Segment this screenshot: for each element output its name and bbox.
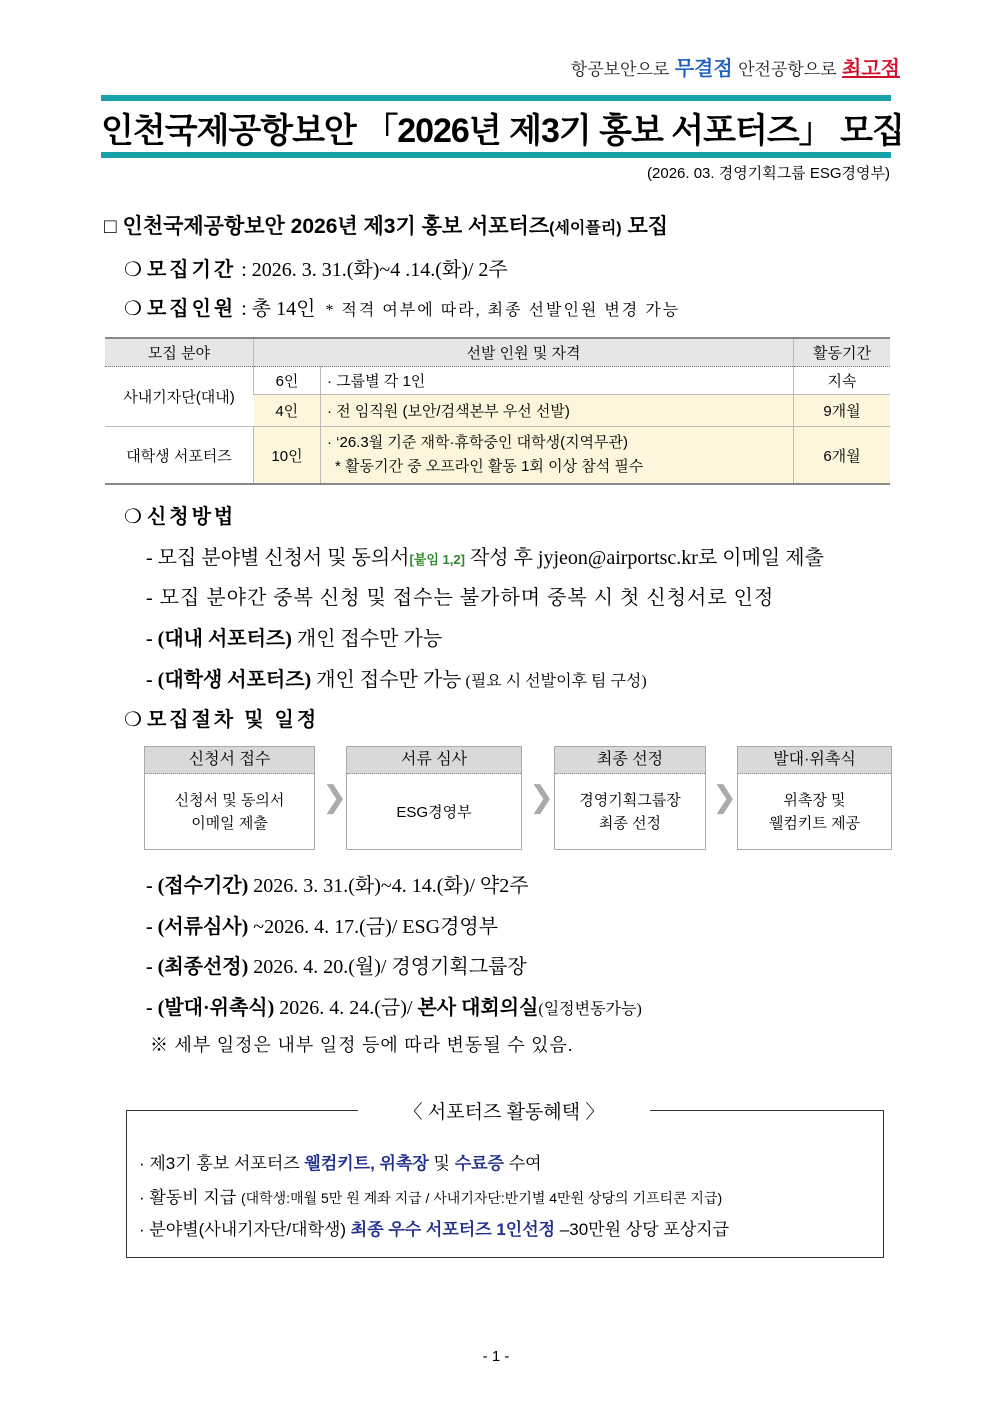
apply-heading — [124, 500, 236, 529]
bold-label: - (대내 서포터즈) — [146, 628, 292, 650]
slogan-part: 항공보안으로 — [570, 60, 675, 80]
highlight: , — [370, 1154, 380, 1173]
step-title: 신청서 접수 — [145, 747, 314, 774]
count-line — [124, 292, 680, 321]
qual-cell: · 그룹별 각 1인 — [321, 367, 794, 395]
table-header: 모집 분야 — [105, 338, 254, 367]
table-header: 활동기간 — [794, 338, 891, 367]
step-box — [346, 746, 522, 850]
circle-bullet-icon: ❍ — [124, 259, 142, 281]
chevron-right-icon: ❯ — [712, 781, 738, 814]
count-note: * 적격 여부에 따라, 최종 선발인원 변경 가능 — [325, 302, 681, 319]
subtitle: (2026. 03. 경영기획그룹 ESG경영부) — [647, 165, 890, 182]
bold-label: - (발대·위촉식) — [146, 997, 275, 1019]
count-cell: 6인 — [254, 367, 321, 395]
text: 2026. 4. 24.(금)/ — [274, 997, 418, 1019]
text: · 분야별(사내기자단/대학생) — [139, 1220, 351, 1239]
text: ~2026. 4. 17.(금)/ ESG경영부 — [248, 916, 499, 938]
slogan-part: 무결점 — [674, 56, 733, 80]
schedule-line — [146, 910, 498, 939]
page-title: 인천국제공항보안 「2026년 제3기 홍보 서포터즈」 모집 — [101, 112, 904, 150]
count-value: : 총 14인 — [241, 298, 316, 320]
step-text: 웰컴키트 제공 — [768, 815, 861, 832]
attachment-tag: [붙임 1,2] — [409, 552, 465, 567]
heading-small: (세이플리) — [549, 220, 622, 237]
benefit-item — [139, 1183, 722, 1208]
step-box — [144, 746, 315, 850]
text: 2026. 4. 20.(월)/ 경영기획그룹장 — [248, 956, 527, 978]
text: (대학생:매월 5만 원 계좌 지급 / 사내기자단:반기별 4만원 상당의 기프티콘 지급) — [240, 1190, 723, 1206]
schedule-line — [146, 869, 529, 898]
qual-cell: · 전 임직원 (보안/검색본부 우선 선발) — [321, 395, 794, 427]
step-box — [737, 746, 892, 850]
highlight: 웰컴키트 — [304, 1154, 371, 1173]
bold-label: - (대학생 서포터즈) — [146, 669, 312, 691]
text: 2026. 3. 31.(화)~4. 14.(화)/ 약2주 — [248, 875, 529, 897]
schedule-line — [146, 991, 642, 1020]
count-cell: 4인 — [254, 395, 321, 427]
step-text: 위촉장 및 — [783, 792, 846, 809]
table-header: 선발 인원 및 자격 — [254, 338, 794, 367]
step-box — [554, 746, 706, 850]
count-label: 모집인원 — [146, 298, 237, 320]
apply-line-1 — [146, 541, 824, 570]
step-title: 최종 선정 — [555, 747, 705, 774]
step-title: 서류 심사 — [347, 747, 521, 774]
qual-cell — [321, 427, 794, 485]
checkbox-icon: □ — [104, 215, 117, 238]
text: (일정변동가능) — [538, 1001, 642, 1018]
chevron-right-icon: ❯ — [322, 781, 348, 814]
period-line — [124, 253, 508, 282]
table-row — [105, 367, 890, 395]
count-cell: 10인 — [254, 427, 321, 485]
benefit-item — [139, 1149, 542, 1174]
bold-label: - (서류심사) — [146, 916, 249, 938]
schedule-note: ※ 세부 일정은 내부 일정 등에 따라 변동될 수 있음. — [150, 1035, 574, 1055]
text: · 제3기 홍보 서포터즈 — [139, 1154, 305, 1173]
bold-label: - (최종선정) — [146, 956, 249, 978]
text: 및 — [428, 1154, 455, 1173]
step-text: 최종 선정 — [598, 815, 662, 832]
text: (필요 시 선발이후 팀 구성) — [461, 673, 647, 690]
section-heading — [104, 210, 668, 240]
slogan-logo — [571, 52, 900, 81]
period-cell: 지속 — [794, 367, 891, 395]
text: 수여 — [503, 1154, 542, 1173]
apply-line-4 — [146, 663, 647, 692]
page-number: - 1 - — [482, 1348, 510, 1365]
step-text: 신청서 및 동의서 — [174, 792, 285, 809]
table-row — [105, 427, 890, 485]
period-value: : 2026. 3. 31.(화)~4 .14.(화)/ 2주 — [241, 259, 508, 281]
circle-bullet-icon: ❍ — [124, 709, 142, 731]
title-bottom-bar — [101, 152, 891, 158]
period-cell: 9개월 — [794, 395, 891, 427]
highlight: 위촉장 — [379, 1154, 429, 1173]
benefits-box — [126, 1110, 884, 1258]
circle-bullet-icon: ❍ — [124, 298, 142, 320]
step-title: 발대·위촉식 — [738, 747, 891, 774]
slogan-part: 안전공항으로 — [732, 60, 843, 80]
apply-label: 신청방법 — [146, 506, 237, 528]
benefits-title: 〈 서포터즈 활동혜택 〉 — [358, 1097, 650, 1124]
text: 개인 접수만 가능 — [291, 628, 443, 650]
highlight: 최종 우수 서포터즈 1인선정 — [350, 1220, 556, 1239]
slogan-part: 최고점 — [842, 56, 900, 80]
step-text: 이메일 제출 — [191, 815, 268, 832]
bold-label: - (접수기간) — [146, 875, 249, 897]
text: 작성 후 jyjeon@airportsc.kr로 이메일 제출 — [464, 547, 824, 569]
qual-text: · ‘26.3월 기준 재학·휴학중인 대학생(지역무관) — [327, 434, 629, 451]
highlight: 수료증 — [454, 1154, 504, 1173]
benefit-item — [139, 1215, 729, 1240]
field-cell: 대학생 서포터즈 — [105, 427, 254, 485]
text: 개인 접수만 가능 — [311, 669, 462, 691]
qual-note: * 활동기간 중 오프라인 활동 1회 이상 참석 필수 — [335, 458, 644, 475]
process-heading — [124, 703, 319, 732]
field-cell: 사내기자단(대내) — [105, 367, 254, 427]
text: - 모집 분야별 신청서 및 동의서 — [146, 547, 410, 569]
step-text: 경영기획그룹장 — [579, 792, 681, 809]
period-label: 모집기간 — [146, 259, 237, 281]
title-top-bar — [101, 95, 891, 101]
apply-line-3 — [146, 622, 442, 651]
period-cell: 6개월 — [794, 427, 891, 485]
bold-text: 본사 대회의실 — [417, 997, 539, 1019]
chevron-right-icon: ❯ — [529, 781, 555, 814]
process-label: 모집절차 및 일정 — [146, 709, 320, 731]
apply-line-2: - 모집 분야간 중복 신청 및 접수는 불가하며 중복 시 첫 신청서로 인정 — [146, 587, 775, 609]
text: –30만원 상당 포상지급 — [555, 1220, 729, 1239]
heading-text: 인천국제공항보안 2026년 제3기 홍보 서포터즈 — [122, 215, 550, 238]
heading-end: 모집 — [621, 215, 669, 238]
schedule-line — [146, 950, 527, 979]
step-text: ESG경영부 — [396, 803, 472, 821]
circle-bullet-icon: ❍ — [124, 506, 142, 528]
text: · 활동비 지급 — [139, 1188, 241, 1207]
recruit-table — [105, 337, 890, 485]
